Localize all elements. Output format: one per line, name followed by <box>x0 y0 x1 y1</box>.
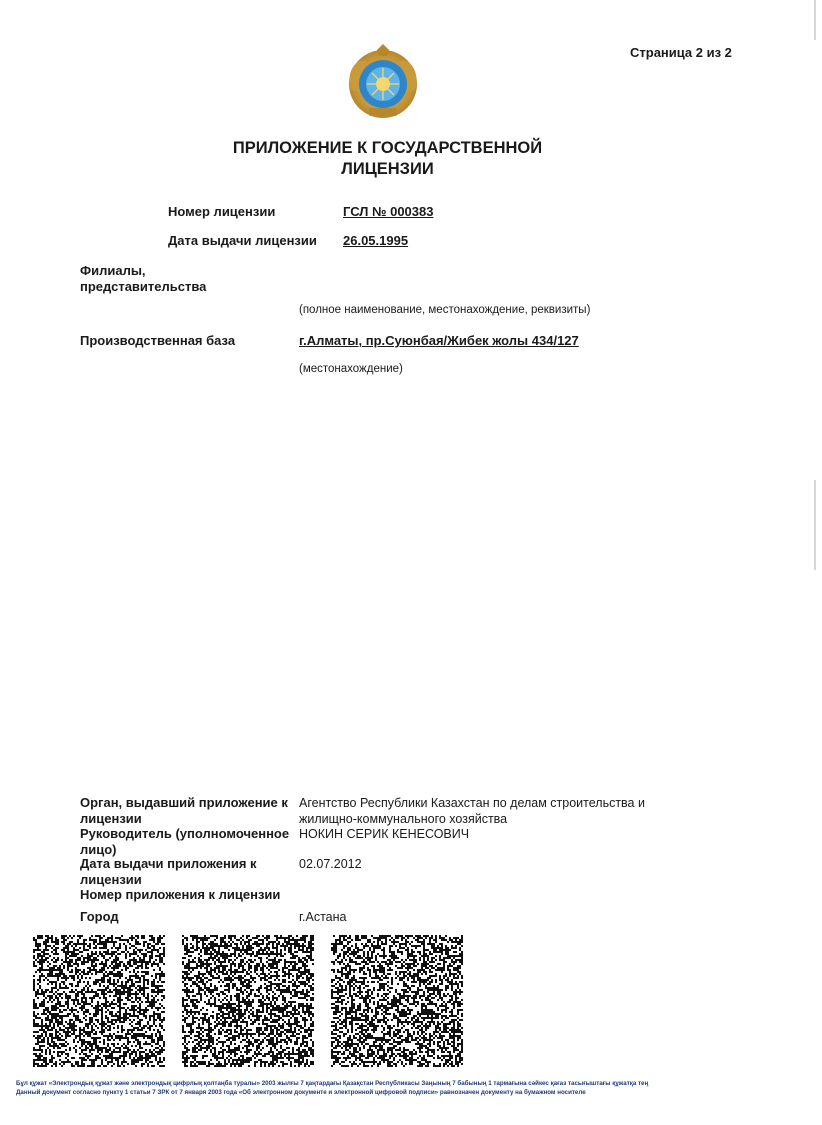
scan-edge-mark <box>814 480 816 570</box>
footer-russian-legal-note: Данный документ согласно пункту 1 статьи 7 ЗРК от 7 января 2003 года «Об электронном документе и электронной цифровой подписи» равнозначен документу на бумажном носителе <box>16 1089 586 1096</box>
license-number-label: Номер лицензии <box>168 204 276 219</box>
appendix-number-label: Номер приложения к лицензии <box>80 887 281 902</box>
license-date-label: Дата выдачи лицензии <box>168 233 317 248</box>
title-line-1: ПРИЛОЖЕНИЕ К ГОСУДАРСТВЕННОЙ <box>232 139 543 157</box>
head-label-line-1: Руководитель (уполномоченное <box>80 826 290 841</box>
branches-label-line-2: представительства <box>80 279 207 294</box>
branches-hint: (полное наименование, местонахождение, реквизиты) <box>299 304 591 316</box>
city-value: г.Астана <box>299 910 347 924</box>
head-label-line-2: лицо) <box>80 842 117 857</box>
issuer-value-line-2: жилищно-коммунального хозяйства <box>299 812 508 826</box>
appendix-date-label-line-2: лицензии <box>80 872 142 887</box>
issuer-label-line-2: лицензии <box>80 811 142 826</box>
branches-label-line-1: Филиалы, <box>80 263 146 278</box>
qr-code-1-icon <box>33 935 165 1067</box>
appendix-date-value: 02.07.2012 <box>299 857 362 871</box>
production-base-hint: (местонахождение) <box>299 363 403 375</box>
head-value: НОКИН СЕРИК КЕНЕСОВИЧ <box>299 827 470 841</box>
issuer-value-line-1: Агентство Республики Казахстан по делам строительства и <box>299 796 645 810</box>
issuer-value <box>299 795 645 827</box>
production-base-label: Производственная база <box>80 333 236 348</box>
document-title <box>190 138 585 180</box>
page-number: Страница 2 из 2 <box>630 45 732 60</box>
footer-kazakh-legal-note: Бұл құжат «Электрондық құжат және электрондық цифрлық қолтаңба туралы» 2003 жылғы 7 қаңтардағы Қазақстан Республикасы Заңының 7 бабының 1 тармағына сәйкес қағаз тасығыштағы құжатқа тең <box>16 1080 649 1087</box>
branches-label <box>80 263 206 295</box>
city-label: Город <box>80 909 119 924</box>
scan-edge-mark <box>814 0 816 40</box>
license-date-value: 26.05.1995 <box>343 233 409 248</box>
title-line-2: ЛИЦЕНЗИИ <box>341 160 434 178</box>
issuer-label <box>80 795 290 827</box>
appendix-date-label <box>80 856 290 888</box>
state-emblem-icon <box>343 42 423 122</box>
issuer-label-line-1: Орган, выдавший приложение к <box>80 795 288 810</box>
production-base-value: г.Алматы, пр.Суюнбая/Жибек жолы 434/127 <box>299 333 579 348</box>
qr-code-2-icon <box>182 935 314 1067</box>
head-label <box>80 826 290 858</box>
license-number-value: ГСЛ № 000383 <box>343 204 434 219</box>
appendix-date-label-line-1: Дата выдачи приложения к <box>80 856 257 871</box>
qr-code-3-icon <box>331 935 463 1067</box>
